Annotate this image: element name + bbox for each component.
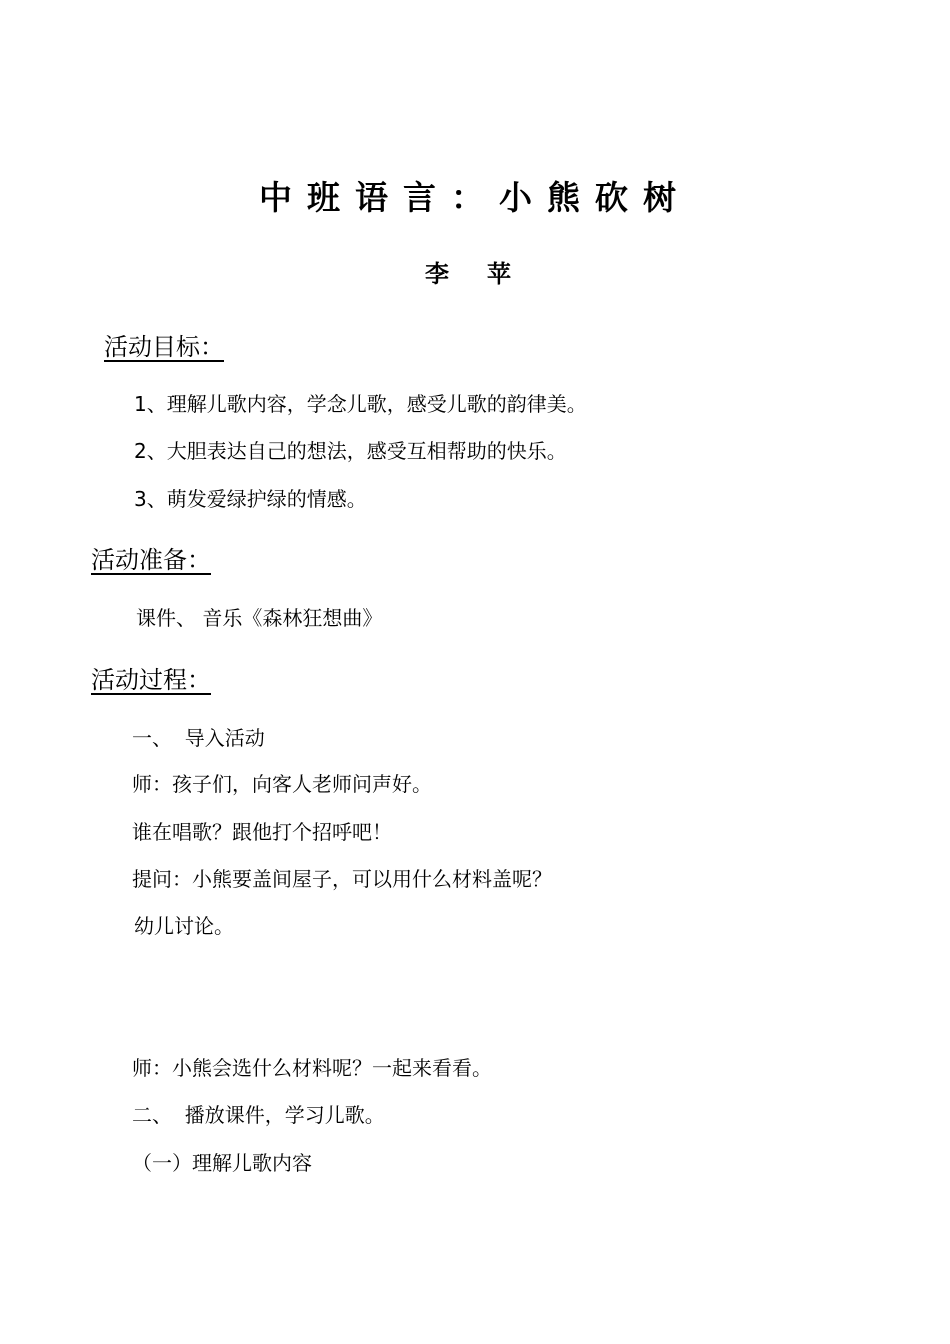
process-line: 师：孩子们，向客人老师问声好。 xyxy=(132,772,432,796)
preparation-heading: 活动准备： xyxy=(91,546,211,574)
process-line: 二、 播放课件，学习儿歌。 xyxy=(132,1103,385,1127)
goals-heading: 活动目标： xyxy=(104,333,224,361)
process-line: 幼儿讨论。 xyxy=(134,914,234,938)
process-line: 一、 导入活动 xyxy=(132,726,265,750)
goal-item-2: 2、大胆表达自己的想法，感受互相帮助的快乐。 xyxy=(134,439,567,463)
document-author: 李苹 xyxy=(425,260,549,288)
process-heading: 活动过程： xyxy=(91,666,211,694)
process-line: （一）理解儿歌内容 xyxy=(132,1151,312,1175)
process-line: 师：小熊会选什么材料呢？一起来看看。 xyxy=(132,1056,492,1080)
document-title: 中班语言：小熊砍树 xyxy=(259,178,691,217)
goal-item-3: 3、萌发爱绿护绿的情感。 xyxy=(134,487,367,511)
process-line: 提问：小熊要盖间屋子，可以用什么材料盖呢？ xyxy=(132,867,552,891)
preparation-text: 课件、 音乐《森林狂想曲》 xyxy=(136,606,383,630)
process-line: 谁在唱歌？跟他打个招呼吧！ xyxy=(132,820,392,844)
goal-item-1: 1、理解儿歌内容，学念儿歌，感受儿歌的韵律美。 xyxy=(134,392,587,416)
